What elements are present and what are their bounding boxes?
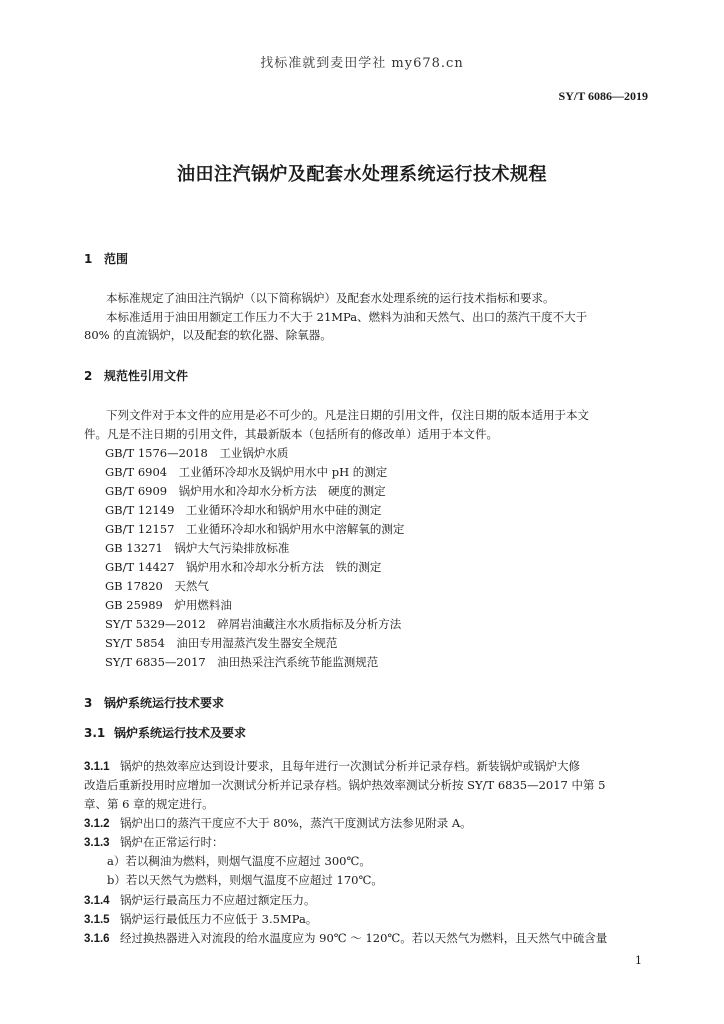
reference-item: SY/T 6835—2017 油田热采注汽系统节能监测规范 xyxy=(105,655,379,669)
document-title: 油田注汽锅炉及配套水处理系统运行技术规程 xyxy=(177,164,547,185)
reference-item: GB/T 6909 锅炉用水和冷却水分析方法 硬度的测定 xyxy=(105,484,386,498)
clause-text: 章、第 6 章的规定进行。 xyxy=(84,797,214,811)
clause-number: 3.1.5 xyxy=(84,914,110,926)
section-3-heading xyxy=(84,694,224,711)
list-item: b）若以天然气为燃料，则烟气温度不应超过 170℃。 xyxy=(107,873,383,887)
reference-item: GB 25989 炉用燃料油 xyxy=(105,598,232,612)
paragraph: 本标准适用于油田用额定工作压力不大于 21MPa、燃料为油和天然气、出口的蒸汽干度不大于 xyxy=(106,310,588,324)
section-title: 锅炉系统运行技术要求 xyxy=(104,696,225,710)
subsection-number: 3.1 xyxy=(84,726,106,740)
clause-number: 3.1.6 xyxy=(84,933,110,945)
page-number: 1 xyxy=(635,954,642,967)
paragraph: 本标准规定了油田注汽锅炉（以下简称锅炉）及配套水处理系统的运行技术指标和要求。 xyxy=(106,291,555,305)
clause-3-1-2 xyxy=(84,815,472,831)
section-2-heading xyxy=(84,367,188,384)
section-1-heading xyxy=(84,250,128,267)
section-title: 范围 xyxy=(104,252,129,266)
reference-item: GB/T 6904 工业循环冷却水及锅炉用水中 pH 的测定 xyxy=(105,465,388,479)
clause-3-1-1 xyxy=(84,758,580,774)
reference-item: GB/T 12149 工业循环冷却水和锅炉用水中硅的测定 xyxy=(105,503,382,517)
clause-text: 锅炉在正常运行时： xyxy=(120,835,224,849)
paragraph: 件。凡是不注日期的引用文件，其最新版本（包括所有的修改单）适用于本文件。 xyxy=(84,427,498,441)
standard-number: SY/T 6086—2019 xyxy=(558,89,648,103)
paragraph: 80% 的直流锅炉，以及配套的软化器、除氧器。 xyxy=(84,328,332,342)
reference-item: SY/T 5854 油田专用湿蒸汽发生器安全规范 xyxy=(105,636,338,650)
clause-3-1-6 xyxy=(84,930,607,946)
clause-text: 改造后重新投用时应增加一次测试分析并记录存档。锅炉热效率测试分析按 SY/T 6835—2017 中第 5 xyxy=(84,778,606,792)
clause-text: 锅炉运行最高压力不应超过额定压力。 xyxy=(120,893,316,907)
clause-text: 经过换热器进入对流段的给水温度应为 90℃ ～ 120℃。若以天然气为燃料，且天然气中硫含量 xyxy=(120,931,608,945)
clause-text: 锅炉的热效率应达到设计要求，且每年进行一次测试分析并记录存档。新装锅炉或锅炉大修 xyxy=(120,759,580,773)
reference-item: GB 13271 锅炉大气污染排放标准 xyxy=(105,541,290,555)
clause-3-1-3 xyxy=(84,834,224,850)
subsection-3-1-heading xyxy=(84,724,246,741)
paragraph: 下列文件对于本文件的应用是必不可少的。凡是注日期的引用文件，仅注日期的版本适用于本文 xyxy=(106,408,589,422)
clause-text: 锅炉出口的蒸汽干度应不大于 80%，蒸汽干度测试方法参见附录 A。 xyxy=(120,816,472,830)
subsection-title: 锅炉系统运行技术及要求 xyxy=(114,726,247,740)
clause-3-1-4 xyxy=(84,892,316,908)
clause-3-1-5 xyxy=(84,911,317,927)
section-number: 2 xyxy=(84,369,93,383)
clause-text: 锅炉运行最低压力不应低于 3.5MPa。 xyxy=(120,912,318,926)
reference-item: SY/T 5329—2012 碎屑岩油藏注水水质指标及分析方法 xyxy=(105,617,402,631)
reference-item: GB/T 12157 工业循环冷却水和锅炉用水中溶解氧的测定 xyxy=(105,522,405,536)
section-number: 1 xyxy=(84,252,93,266)
section-number: 3 xyxy=(84,696,93,710)
watermark-text: 找标准就到麦田学社 my678.cn xyxy=(260,56,464,71)
clause-number: 3.1.4 xyxy=(84,895,110,907)
section-title: 规范性引用文件 xyxy=(104,369,189,383)
clause-number: 3.1.1 xyxy=(84,761,110,773)
reference-item: GB/T 1576—2018 工业锅炉水质 xyxy=(105,446,289,460)
clause-number: 3.1.3 xyxy=(84,837,110,849)
clause-number: 3.1.2 xyxy=(84,818,110,830)
list-item: a）若以稠油为燃料，则烟气温度不应超过 300℃。 xyxy=(107,854,371,868)
reference-item: GB/T 14427 锅炉用水和冷却水分析方法 铁的测定 xyxy=(105,560,382,574)
reference-item: GB 17820 天然气 xyxy=(105,579,209,593)
